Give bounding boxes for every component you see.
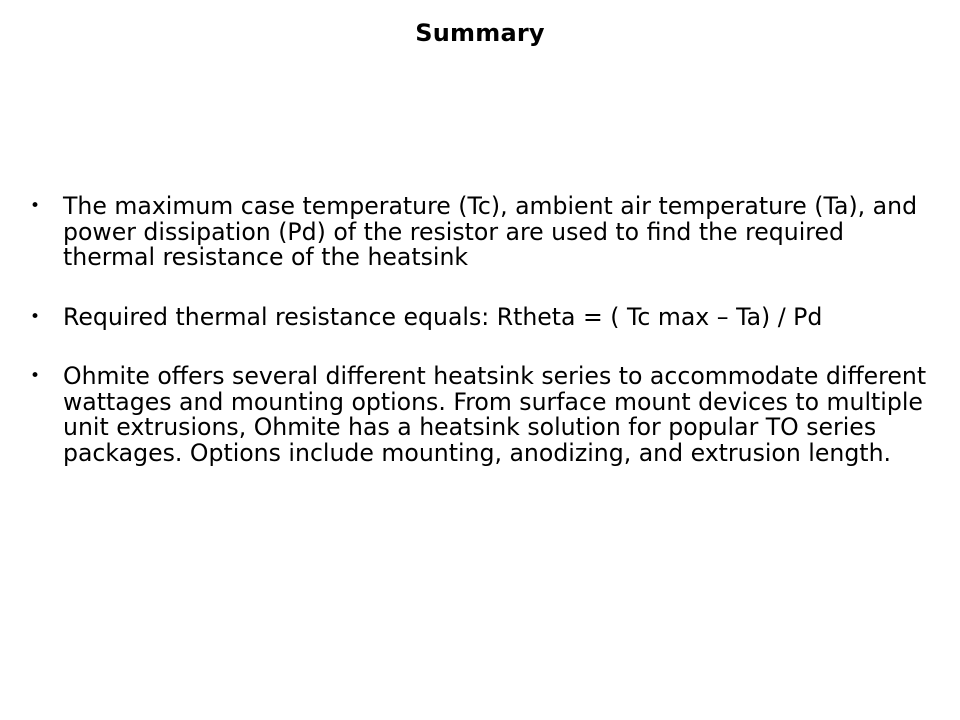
bullet-marker: • [30,366,41,386]
slide-title: Summary [415,19,545,47]
bullet-text: The maximum case temperature (Tc), ambient air temperature (Ta), and power dissipation (Pd) of the resistor are used to find the required thermal resistance of the heatsink [63,192,918,271]
bullet-item-rtheta-equation [30,302,930,331]
bullet-marker: • [30,306,41,327]
bullet-text: Required thermal resistance equals: Rtheta = ( Tc max – Ta) / Pd [63,302,823,331]
bullet-marker: • [30,196,41,216]
bullet-item-tc-ta-pd [30,194,930,271]
bullet-item-ohmite-heatsinks [30,364,930,466]
bullet-text: Ohmite offers several different heatsink series to accommodate different wattages and mounting options. From surface mount devices to multiple unit extrusions, Ohmite has a heatsink solution for popular TO series packages. Options include mounting, anodizing, and extrusion length. [63,362,927,467]
bullet-list [30,194,930,500]
